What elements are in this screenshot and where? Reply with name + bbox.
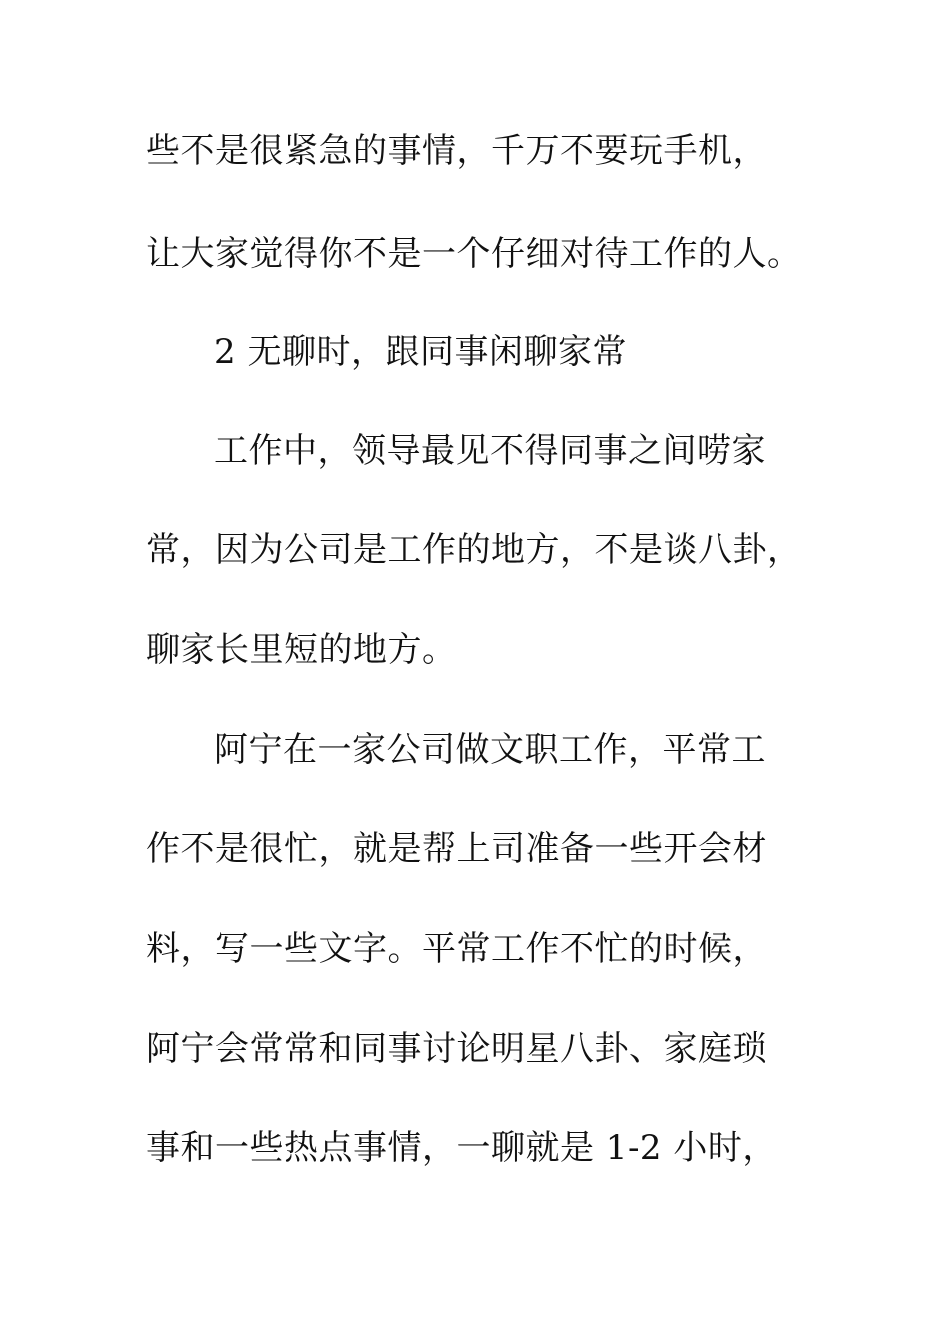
text-line-9: 阿宁会常常和同事讨论明星八卦、家庭琐 (146, 1029, 767, 1069)
text-line-6: 阿宁在一家公司做文职工作，平常工 (214, 730, 766, 770)
text-line-7: 作不是很忙，就是帮上司准备一些开会材 (146, 829, 767, 869)
text-line-3: 工作中，领导最见不得同事之间唠家 (214, 431, 766, 471)
text-line-10: 事和一些热点事情，一聊就是 1-2 小时， (146, 1128, 777, 1168)
section-heading: 2 无聊时，跟同事闲聊家常 (214, 332, 627, 372)
text-line-2: 让大家觉得你不是一个仔细对待工作的人。 (146, 234, 802, 274)
text-line-1: 些不是很紧急的事情，千万不要玩手机， (146, 131, 767, 171)
text-line-8: 料，写一些文字。平常工作不忙的时候， (146, 929, 767, 969)
text-line-5: 聊家长里短的地方。 (146, 630, 457, 670)
text-line-4: 常，因为公司是工作的地方，不是谈八卦， (146, 530, 802, 570)
